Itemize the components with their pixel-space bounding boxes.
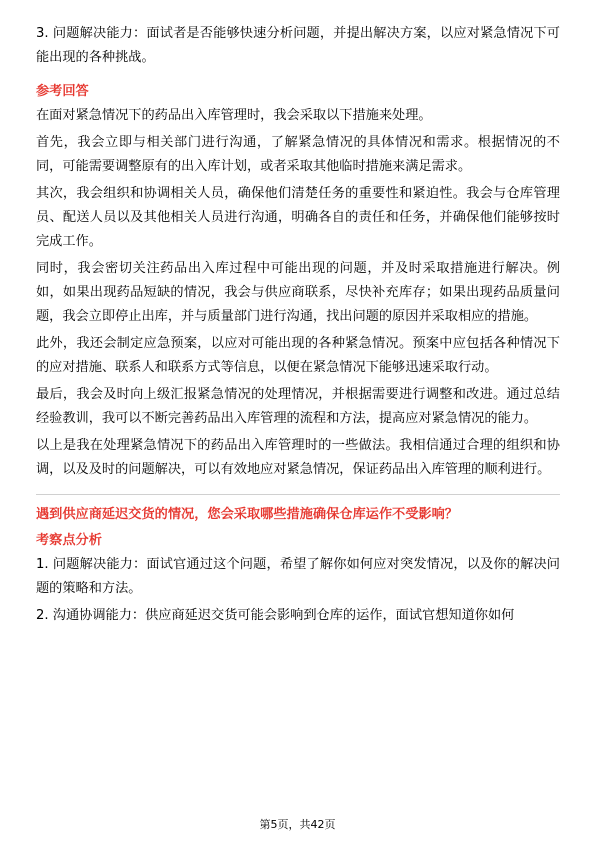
answer-paragraph: 此外，我还会制定应急预案，以应对可能出现的各种紧急情况。预案中应包括各种情况下的应对措施、联系人和联系方式等信息，以便在紧急情况下能够迅速采取行动。: [36, 336, 560, 375]
answer-heading: 参考回答: [36, 84, 89, 99]
section-divider: [36, 494, 560, 495]
analysis-heading: 考察点分析: [36, 533, 102, 548]
answer-paragraph: 以上是我在处理紧急情况下的药品出入库管理时的一些做法。我相信通过合理的组织和协调，以及及时的问题解决，可以有效地应对紧急情况，保证药品出入库管理的顺利进行。: [36, 438, 560, 477]
answer-paragraph: 在面对紧急情况下的药品出入库管理时，我会采取以下措施来处理。: [36, 108, 432, 123]
criteria-item-3: 3. 问题解决能力：面试者是否能够快速分析问题，并提出解决方案，以应对紧急情况下可能出现的各种挑战。: [36, 26, 560, 65]
interview-question: 遇到供应商延迟交货的情况，您会采取哪些措施确保仓库运作不受影响？: [36, 507, 458, 522]
answer-paragraph: 首先，我会立即与相关部门进行沟通，了解紧急情况的具体情况和需求。根据情况的不同，可能需要调整原有的出入库计划，或者采取其他临时措施来满足需求。: [36, 135, 560, 174]
answer-paragraph: 其次，我会组织和协调相关人员，确保他们清楚任务的重要性和紧迫性。我会与仓库管理员、配送人员以及其他相关人员进行沟通，明确各自的责任和任务，并确保他们能够按时完成工作。: [36, 186, 560, 249]
analysis-item-1: 1. 问题解决能力：面试官通过这个问题，希望了解你如何应对突发情况，以及你的解决问题的策略和方法。: [36, 557, 560, 596]
answer-paragraph: 最后，我会及时向上级汇报紧急情况的处理情况，并根据需要进行调整和改进。通过总结经验教训，我可以不断完善药品出入库管理的流程和方法，提高应对紧急情况的能力。: [36, 387, 560, 426]
page-content: [36, 22, 560, 631]
page-number: 第5页，共42页: [259, 818, 336, 831]
answer-paragraph: 同时，我会密切关注药品出入库过程中可能出现的问题，并及时采取措施进行解决。例如，如果出现药品短缺的情况，我会与供应商联系，尽快补充库存；如果出现药品质量问题，我会立即停止出库，并与质量部门进行沟通，找出问题的原因并采取相应的措施。: [36, 261, 560, 324]
analysis-item-2: 2. 沟通协调能力：供应商延迟交货可能会影响到仓库的运作，面试官想知道你如何: [36, 608, 515, 623]
